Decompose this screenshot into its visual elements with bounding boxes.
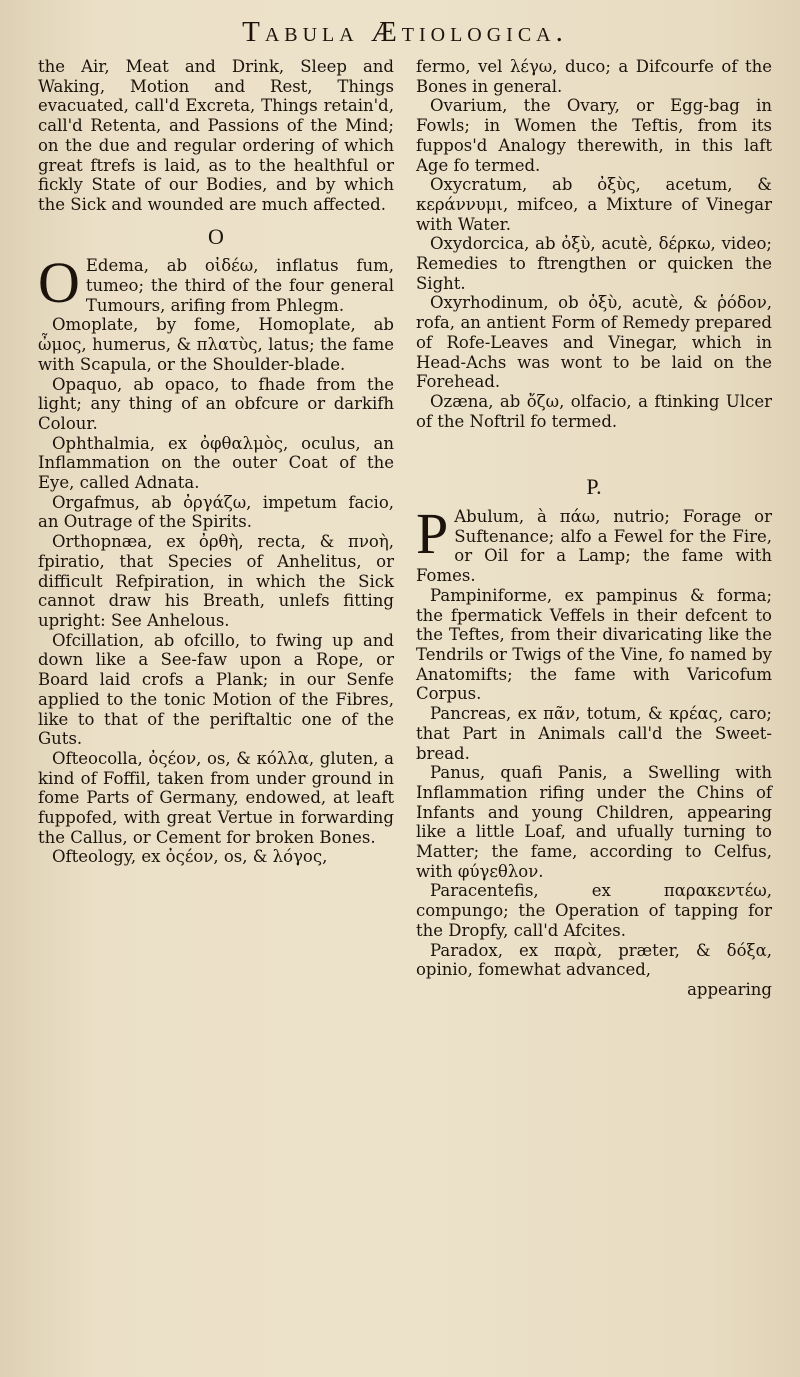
entry-pampiniforme: Pampiniforme, ex pampinus & forma; the fpermatick Veffels in their defcent to the Teftes, from their divaricating like the Tendrils or Twigs of the Vine, fo named by Anatomifts; the fame with Varicofum Corpus. [416, 585, 772, 704]
entry-osteology: Ofteology, ex ὀςέον, os, & λόγος, [52, 847, 328, 867]
entry-ozaena: Ozæna, ab ὄζω, olfacio, a ftinking Ulcer of the Noftril fo termed. [416, 391, 772, 431]
entry-panus: Panus, quafi Panis, a Swelling with Inflammation rifing under the Chins of Infants and young Children, appearing like a little Loaf, and ufually turning to Matter; the fame, according to Celfus, with φύγεθλον. [416, 763, 772, 881]
entry-oxydorcica: Oxydorcica, ab ὀξὺ, acutè, δέρκω, video; Remedies to ftrengthen or quicken the Sight. [416, 234, 772, 293]
entry-orthopnaea: Orthopnæa, ex ὀρθὴ, recta, & πνοὴ, fpiratio, that Species of Anhelitus, or difficult Refpiration, in which the Sick cannot draw his Breath, unlefs fitting upright: See Anhelous. [38, 532, 394, 630]
entry-paradox: Paradox, ex παρὰ, præter, & δόξα, opinio, fomewhat advanced, [416, 940, 772, 980]
right-column [416, 57, 772, 1000]
entry-ovarium: Ovarium, the Ovary, or Egg-bag in Fowls; in Women the Teftis, from its fuppos'd Analogy therewith, in this laft Age fo termed. [416, 96, 772, 175]
entry-pabulum-text: Abulum, à πάω, nutrio; Forage or Suftenance; alfo a Fewel for the Fire, or Oil for a Lamp; the fame with Fomes. [416, 507, 772, 586]
left-column [38, 57, 394, 1000]
entry-oxyrhodinum: Oxyrhodinum, ob ὀξὺ, acutè, & ῥόδον, rofa, an antient Form of Remedy prepared of Rofe-Leaves and Vinegar, which in Head-Achs was wont to be laid on the Forehead. [416, 293, 772, 392]
entry-intro-continuation: the Air, Meat and Drink, Sleep and Waking, Motion and Rest, Things evacuated, call'd Excreta, Things retain'd, call'd Retenta, and Passions of the Mind; on the due and regular ordering of which great ftrefs is laid, as to the healthful or fickly State of our Bodies, and by which the Sick and wounded are much affected. [38, 57, 394, 214]
entry-osteology-continuation: fermo, vel λέγω, duco; a Difcourfe of the Bones in general. [416, 57, 772, 96]
entry-opaquo: Opaquo, ab opaco, to fhade from the light; any thing of an obfcure or darkifh Colour. [38, 374, 394, 433]
entry-oscillation: Ofcillation, ab ofcillo, to fwing up and down like a See-faw upon a Rope, or Board laid crofs a Plank; in our Senfe applied to the tonic Motion of the Fibres, like to that of the periftaltic one of the Guts. [38, 630, 394, 749]
entry-orgasmus: Orgafmus, ab ὀργάζω, impetum facio, an Outrage of the Spirits. [38, 492, 394, 532]
section-letter-o: O [208, 223, 224, 249]
entry-oxycratum: Oxycratum, ab ὀξὺς, acetum, & κεράννυμι, mifceo, a Mixture of Vinegar with Water. [416, 175, 772, 234]
entry-osteocolla: Ofteocolla, ὀςέον, os, & κόλλα, gluten, a kind of Foffil, taken from under ground in fome Parts of Germany, endowed, at leaft fuppofed, with great Vertue in forwarding the Callus, or Cement for broken Bones. [38, 748, 394, 847]
entry-ophthalmia: Ophthalmia, ex ὀφθαλμὸς, oculus, an Inflammation on the outer Coat of the Eye, called Adnata. [38, 433, 394, 493]
entry-paracentesis: Paracentefis, ex παρακεντέω, compungo; the Operation of tapping for the Dropfy, call'd Afcites. [416, 881, 772, 940]
catchword: appearing [687, 979, 772, 999]
section-letter-p: P. [586, 474, 602, 500]
entry-oedema-text: Edema, ab οἰδέω, inflatus fum, tumeo; the third of the four general Tumours, arifing from Phlegm. [85, 256, 394, 315]
drop-cap-p: P [416, 501, 449, 567]
entry-pabulum [416, 501, 772, 586]
drop-cap-o: O [38, 250, 80, 316]
two-column-body [38, 57, 772, 1000]
running-head: Tabula Ætiologica. [242, 16, 568, 48]
section-gap [416, 431, 772, 465]
entry-pancreas: Pancreas, ex πᾶν, totum, & κρέας, caro; that Part in Animals call'd the Sweet-bread. [416, 704, 772, 763]
entry-oedema [38, 250, 394, 316]
entry-omoplate: Omoplate, by fome, Homoplate, ab ὦμος, humerus, & πλατὺς, latus; the fame with Scapula, or the Shoulder-blade. [38, 315, 394, 374]
